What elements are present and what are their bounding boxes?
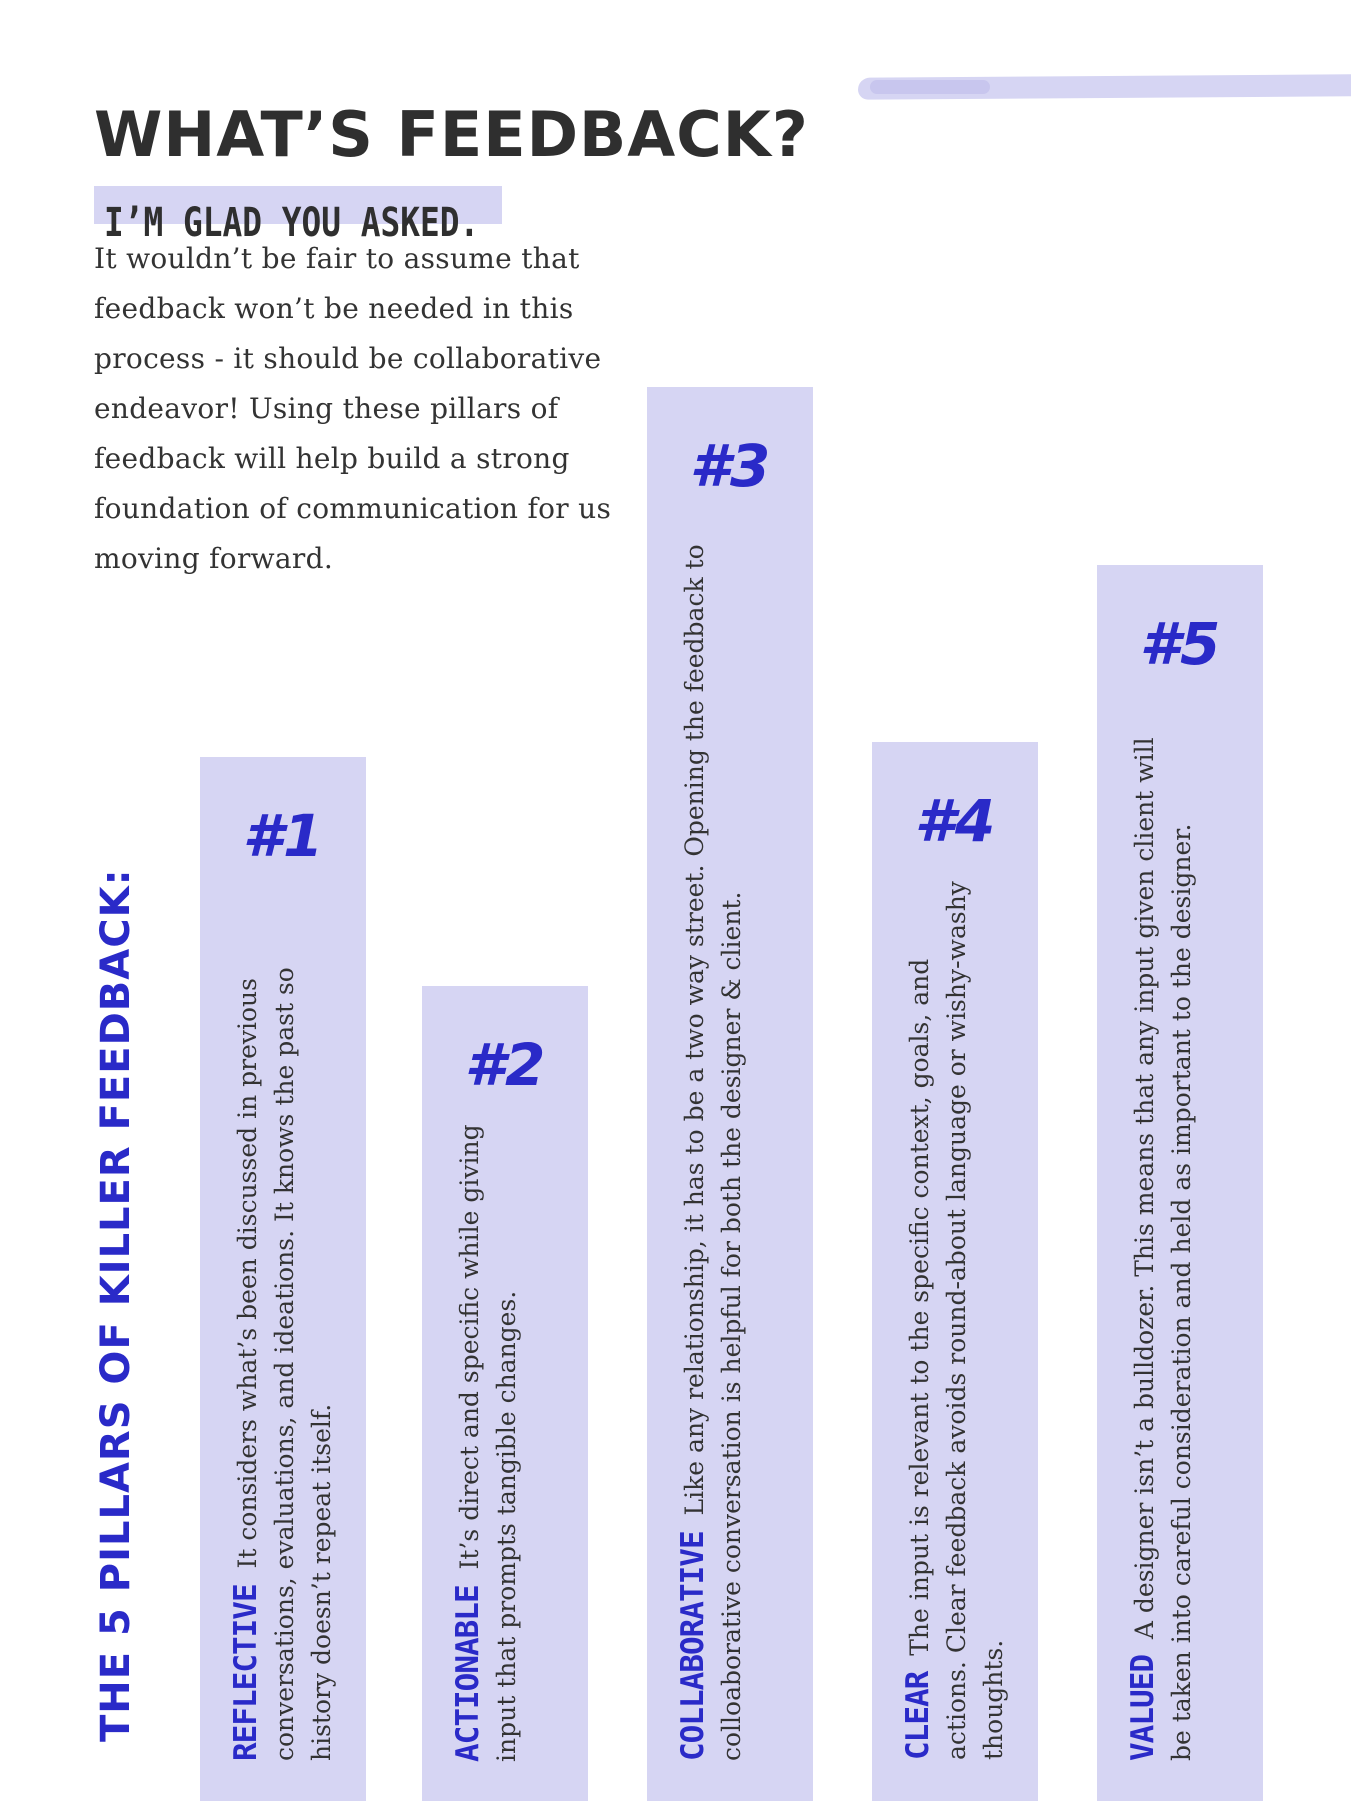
pillar-description: Like any relationship, it has to be a two way street. Opening the feedback to colloaborative conversation is helpful for both the designer & client. — [680, 544, 746, 1761]
pillar-4 — [872, 742, 1038, 1801]
page-title: WHAT’S FEEDBACK? — [94, 97, 809, 171]
subtitle: I’M GLAD YOU ASKED. — [104, 200, 480, 247]
pillar-keyword: VALUED — [1125, 1655, 1161, 1761]
intro-paragraph: It wouldn’t be fair to assume that feedback won’t be needed in this process - it should be collaborative endeavor! Using these pillars of feedback will help build a strong foundation of communication for us moving forward. — [94, 242, 612, 575]
pillar-description: A designer isn’t a bulldozer. This means that any input given client will be taken into careful consideration and held as important to the designer. — [1130, 737, 1196, 1761]
pillar-description: It’s direct and specific while giving input that prompts tangible changes. — [455, 1124, 521, 1762]
pillar-keyword: ACTIONABLE — [450, 1585, 486, 1762]
pillar-keyword: COLLABORATIVE — [675, 1531, 711, 1761]
pillar-keyword: REFLECTIVE — [228, 1584, 264, 1761]
pillar-number: #5 — [1139, 610, 1221, 678]
pillar-3 — [647, 387, 813, 1801]
pillar-description: The input is relevant to the specific context, goals, and actions. Clear feedback avoids round-about language or wishy-washy thoughts. — [905, 881, 1008, 1760]
pillar-2 — [422, 986, 588, 1801]
pillar-number: #1 — [242, 802, 324, 870]
pillar-text — [900, 880, 1008, 1760]
pillar-number: #4 — [914, 787, 996, 855]
pillar-keyword: CLEAR — [900, 1671, 936, 1760]
brush-stroke-accent — [870, 80, 990, 94]
pillar-number: #2 — [464, 1031, 546, 1099]
pillar-number: #3 — [689, 432, 771, 500]
pillar-1 — [200, 757, 366, 1801]
pillar-description: It considers what’s been discussed in previous conversations, evaluations, and ideations. It knows the past so history doesn’t repeat itself. — [233, 967, 336, 1761]
pillar-5 — [1097, 565, 1263, 1801]
pillars-heading: THE 5 PILLARS OF KILLER FEEDBACK: — [93, 868, 139, 1742]
